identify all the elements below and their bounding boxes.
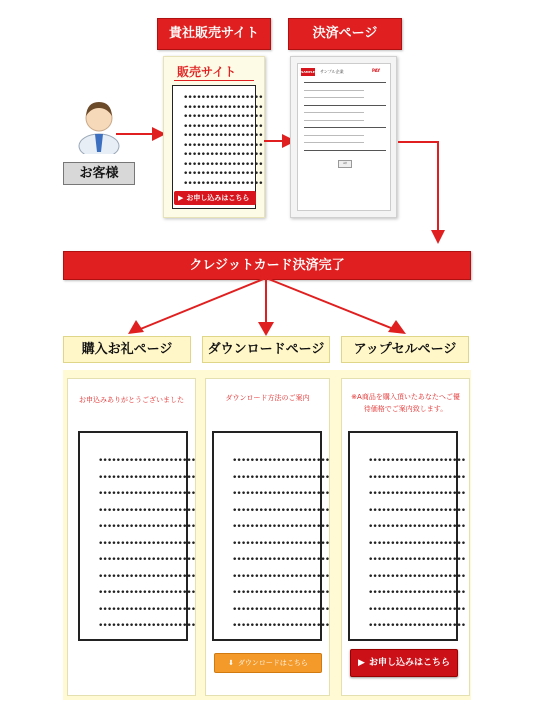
placeholder-line: •••••••••••••••••• — [183, 121, 263, 132]
credit-complete-bar: クレジットカード決済完了 — [63, 251, 471, 280]
download-page-header: ダウンロードページ — [202, 336, 330, 363]
site-title: 販売サイト — [177, 65, 237, 79]
placeholder-line: •••••••••••••••••••••• — [368, 555, 466, 565]
customer-avatar-icon — [77, 96, 121, 154]
placeholder-line: •••••••••••••••••••••• — [98, 571, 196, 582]
upsell-page-header: アップセルページ — [341, 336, 469, 363]
download-button-label: ダウンロードはこちら — [237, 659, 308, 667]
form-row-line — [304, 135, 364, 136]
form-row-line — [304, 150, 386, 151]
download-icon: ⬇ — [228, 659, 234, 667]
thanks-page — [67, 378, 196, 696]
form-row-line — [304, 142, 364, 143]
placeholder-line: •••••••••••••••••• — [183, 159, 263, 170]
placeholder-line: •••••••••••••••••••••• — [232, 522, 330, 532]
placeholder-line: •••••••••••••••••••••• — [232, 456, 330, 466]
placeholder-line: •••••••••••••••••••••• — [98, 472, 196, 483]
placeholder-line: •••••••••••••••••••••• — [98, 604, 196, 615]
site-apply-label: お申し込みはこちら — [186, 194, 250, 202]
placeholder-line: •••••••••••••••••••••• — [98, 489, 196, 499]
download-message: ダウンロード方法のご案内 — [225, 394, 310, 402]
download-page — [205, 378, 330, 696]
site-title-underline — [174, 80, 254, 81]
payment-pay-logo: PAY — [372, 68, 381, 73]
thanks-page-header: 購入お礼ページ — [63, 336, 191, 363]
placeholder-line: •••••••••••••••••• — [183, 140, 263, 151]
arrow-customer-to-site — [116, 124, 166, 144]
placeholder-line: •••••••••••••••••••••• — [232, 505, 330, 516]
placeholder-line: •••••••••••••••••• — [183, 93, 263, 103]
site-header: 貴社販売サイト — [157, 18, 271, 50]
placeholder-line: •••••••••••••••••••••• — [232, 588, 330, 598]
placeholder-line: •••••••••••••••••• — [183, 131, 263, 141]
placeholder-line: •••••••••••••••••• — [183, 112, 263, 122]
site-apply-button[interactable] — [174, 191, 256, 205]
placeholder-line: •••••••••••••••••••••• — [98, 522, 196, 532]
placeholder-line: •••••••••••••••••••••• — [232, 604, 330, 615]
placeholder-line: •••••••••••••••••••••• — [98, 588, 196, 598]
form-row-line — [304, 90, 364, 91]
placeholder-line: •••••••••••••••••••••• — [368, 538, 466, 549]
arrow-payment-to-credit — [398, 132, 450, 246]
placeholder-line: •••••••••••••••••••••• — [368, 522, 466, 532]
payment-submit-button[interactable]: 送信 — [338, 160, 352, 168]
placeholder-line: •••••••••••••••••••••• — [368, 621, 466, 631]
form-row-line — [304, 82, 386, 83]
placeholder-line: •••••••••••••••••• — [183, 150, 263, 160]
placeholder-line: •••••••••••••••••• — [183, 102, 263, 113]
payment-store-name: サンプル企業 — [320, 69, 344, 74]
thanks-message: お申込みありがとうございました — [79, 396, 184, 404]
placeholder-line: •••••••••••••••••••••• — [232, 555, 330, 565]
upsell-content-frame — [348, 431, 466, 641]
placeholder-line: •••••••••••••••••••••• — [232, 538, 330, 549]
placeholder-line: •••••••••••••••••••••• — [232, 571, 330, 582]
placeholder-line: •••••••••••••••••••••• — [368, 588, 466, 598]
download-content-frame — [212, 431, 330, 641]
placeholder-line: •••••••••••••••••••••• — [98, 538, 196, 549]
play-circle-icon: ▶ — [358, 658, 365, 668]
form-row-line — [304, 112, 364, 113]
placeholder-line: •••••••••••••••••••••• — [368, 604, 466, 615]
placeholder-line: •••••••••••••••••••••• — [368, 456, 466, 466]
site-card — [163, 56, 265, 218]
placeholder-line: •••••••••••••••••••••• — [232, 621, 330, 631]
placeholder-line: •••••••••••••••••• — [183, 178, 263, 189]
placeholder-line: •••••••••••••••••••••• — [368, 472, 466, 483]
thanks-content-frame — [78, 431, 196, 641]
payment-card — [290, 56, 397, 218]
play-circle-icon: ▶ — [178, 194, 184, 202]
placeholder-line: •••••••••••••••••••••• — [232, 472, 330, 483]
placeholder-line: •••••••••••••••••••••• — [98, 621, 196, 631]
payment-header: 決済ページ — [288, 18, 402, 50]
placeholder-line: •••••••••••••••••••••• — [368, 571, 466, 582]
placeholder-line: •••••••••••••••••••••• — [98, 505, 196, 516]
upsell-apply-label: お申し込みはこちら — [368, 658, 450, 668]
upsell-message: ※A商品を購入頂いたあなたへご優待価格でご案内致します。 — [351, 393, 460, 413]
form-row-line — [304, 97, 364, 98]
upsell-apply-button[interactable] — [350, 649, 458, 677]
placeholder-line: •••••••••••••••••••••• — [98, 456, 196, 466]
download-button[interactable] — [214, 653, 322, 673]
customer-label: お客様 — [63, 162, 135, 185]
placeholder-line: •••••••••••••••••••••• — [368, 489, 466, 499]
payment-page — [297, 63, 391, 211]
placeholder-line: •••••••••••••••••• — [183, 169, 263, 179]
form-row-line — [304, 105, 386, 106]
placeholder-line: •••••••••••••••••••••• — [368, 505, 466, 516]
upsell-page — [341, 378, 470, 696]
placeholder-line: •••••••••••••••••••••• — [232, 489, 330, 499]
form-row-line — [304, 127, 386, 128]
arrows-to-pages — [0, 276, 552, 338]
form-row-line — [304, 120, 364, 121]
placeholder-line: •••••••••••••••••••••• — [98, 555, 196, 565]
payment-brand-logo: SAMPLE — [301, 70, 315, 74]
